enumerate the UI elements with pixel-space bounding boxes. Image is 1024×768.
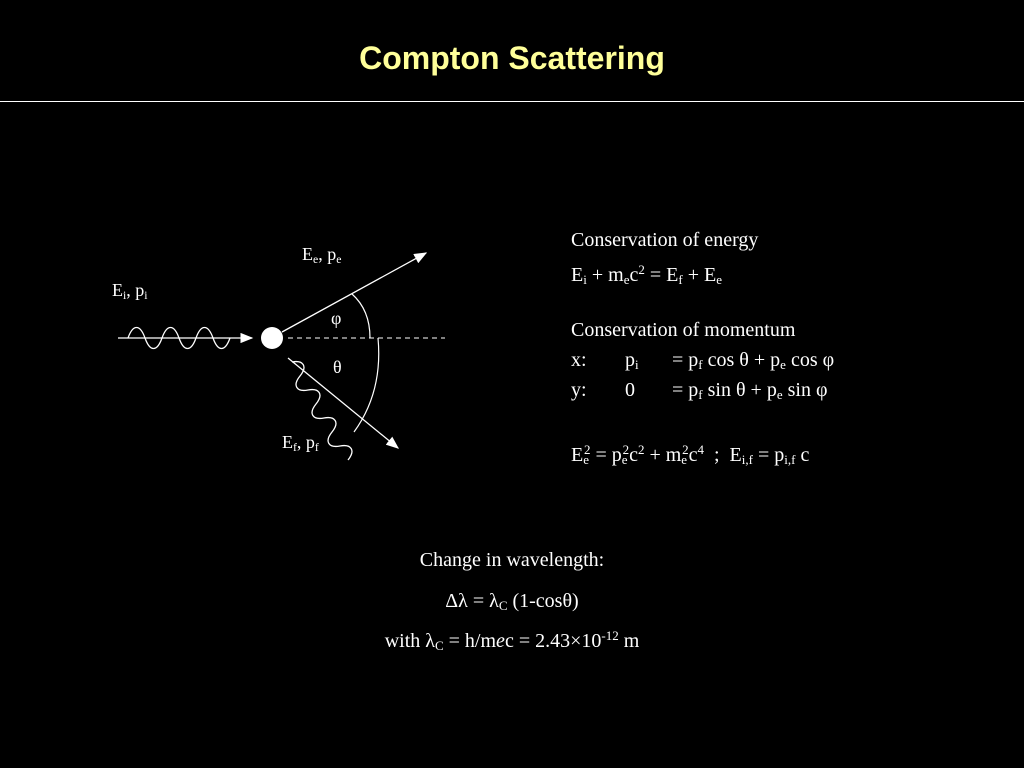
- energy-heading: Conservation of energy: [571, 229, 759, 251]
- phi-label: φ: [331, 308, 342, 328]
- energy-momentum-relation: $E_e^2 = p_e^2c^2 + m_e^2c^4$ ; $E_{i,f} = p_{i,f}$ c: [571, 442, 810, 467]
- momentum-x-equation: x: $p_i$ = $p_f$ $\cos \theta + p_e$ cos φ: [571, 349, 835, 372]
- wavelength-heading: Change in wavelength:: [419, 549, 605, 571]
- momentum-heading: Conservation of momentum: [571, 319, 796, 341]
- electron-dot: [261, 327, 283, 349]
- energy-equation: $E_i + m_ec^2 = E_f + E_e$: [571, 262, 722, 287]
- incident-photon-label: $E_i$, $p_i$: [112, 280, 148, 302]
- compton-wavelength-constant: with $\lambda_C = h/mec = 2.43\times 10^{-12}$ m: [384, 628, 640, 653]
- slide-title: Compton Scattering: [359, 40, 665, 76]
- phi-angle-arc: [352, 294, 370, 338]
- wavelength-shift-formula: $\Delta\lambda = \lambda_C$ (1-cosθ): [445, 590, 579, 613]
- theta-angle-arc: [354, 338, 379, 432]
- momentum-y-equation: y: 0 = $p_f$ $\sin \theta + p_e$ sin φ: [571, 379, 828, 402]
- electron-label: $E_e$, $p_e$: [302, 244, 342, 266]
- theta-label: θ: [333, 357, 342, 377]
- conservation-equations: [571, 225, 835, 467]
- scattered-photon-label: $E_f$, $p_f$: [282, 432, 319, 454]
